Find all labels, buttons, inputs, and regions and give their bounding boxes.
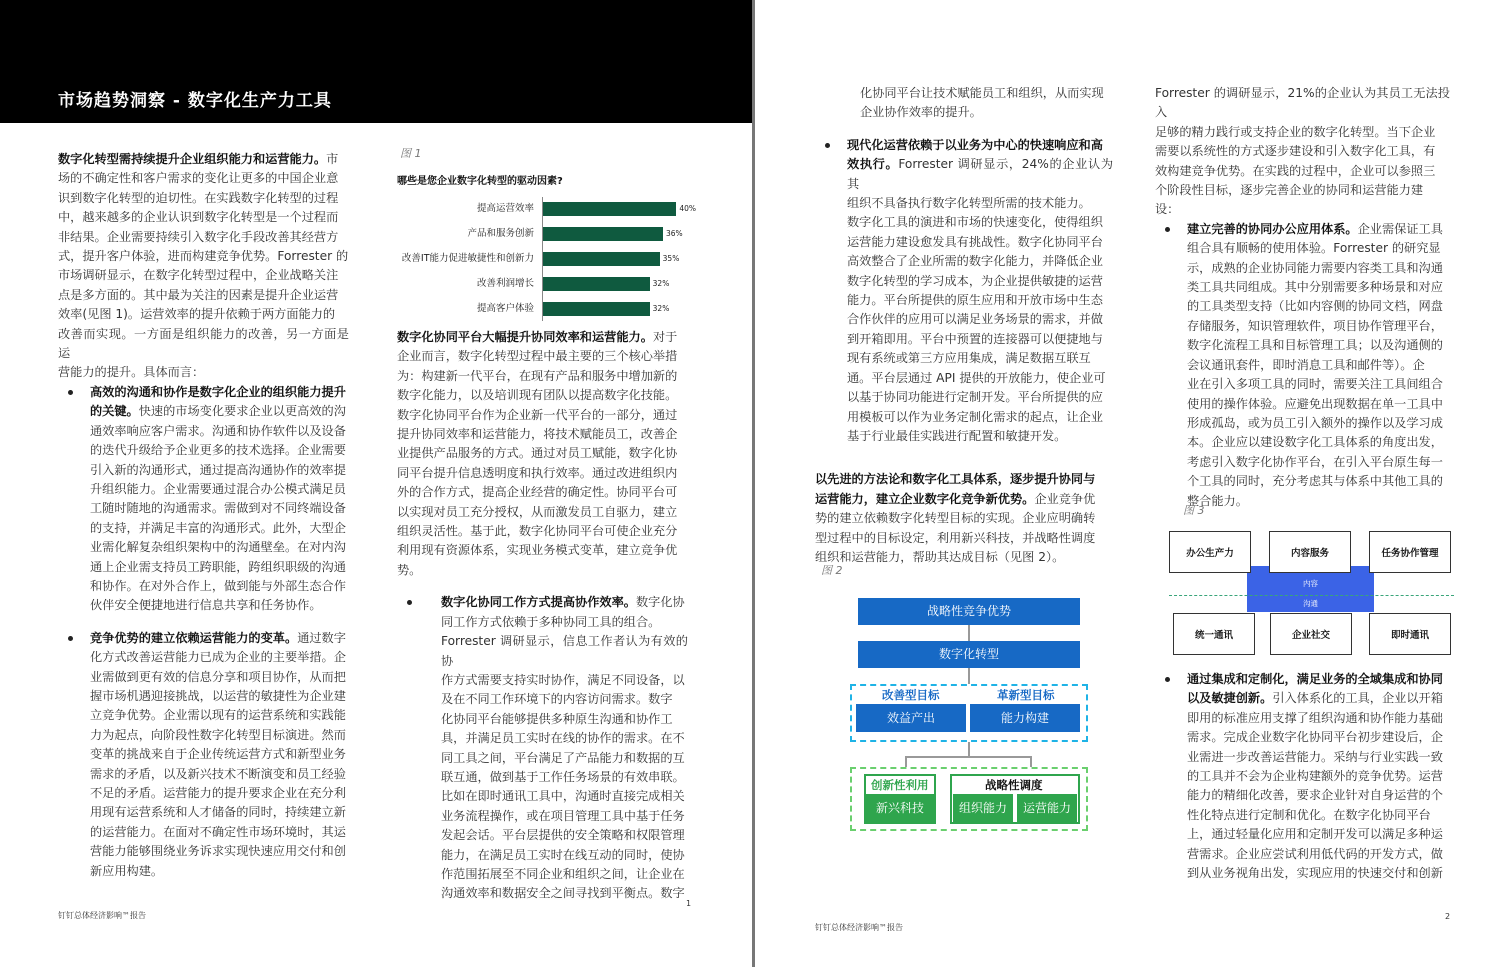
bar-category-label: 产品和服务创新 (467, 228, 534, 239)
bar-category-label: 提高运营效率 (476, 203, 534, 214)
p1c1-bullet-1: 高效的沟通和协作是数字化企业的组织能力提升 的关键。快速的市场变化要求企业以更高效的沟 通效率响应客户需求。沟通和协作软件以及设备 的迭代升级给予企业更多的技术选择。企业需要 引入新的沟通形式，通过提高沟通协作的效率提 升组织能力。企业需要通过混合办公模式满足员 工随时随地的沟通需求。需做到对不同终端设备 的支持，并满足丰富的沟通形式。此外，大型企 业需化解复杂组织架构中的沟通壁垒。在对内沟 通上企业需支持员工跨职能，跨组织职级的沟通 和协作。在对外合作上，做到能与外部生态合作 伙伴安全便捷地进行信息共享和任务协作。 (58, 383, 349, 616)
fig1-label: 图 1 (400, 147, 422, 160)
p1-footer: 钉钉总体经济影响™报告 (58, 911, 146, 920)
fig2-org-box: 组织能力 (953, 794, 1013, 822)
p2c1-para: 以先进的方法论和数字化工具体系，逐步提升协同与 运营能力，建立企业数字化竞争新优势。企业竞争优 势的建立依赖数字化转型目标的实现。企业应明确转 型过程中的目标设定，利用新兴科技，并战略性调度 组织和运营能力，帮助其达成目标（见图 2）。 (815, 472, 1096, 564)
fig3-office-box: 办公生产力 (1169, 531, 1251, 573)
fig2-improve-label: 改善型目标 (882, 688, 940, 702)
bar-row (396, 227, 706, 241)
bar-value-label: 36% (666, 229, 683, 238)
bar-category-label: 改善IT能力促进敏捷性和创新力 (401, 253, 534, 264)
fig2-connector (1030, 756, 1032, 767)
fig2-strategic-box: 战略性竞争优势 (858, 598, 1080, 625)
p2-column-1 (815, 84, 1113, 567)
fig3-label: 图 3 (1183, 504, 1205, 517)
p1-page-number: 1 (686, 899, 692, 908)
p2c2-top-para: Forrester 的调研显示，21%的企业认为其员工无法投入 足够的精力践行或支持企业的数字化转型。当下企业 需要以系统性的方式逐步建设和引入数字化工具，有 效构建竞争优势。在实践的过程中，企业可以参照三 个阶段性目标，逐步完善企业的协同和运营能力建 设： (1155, 86, 1450, 217)
fig3-divider (1169, 595, 1454, 596)
bar (543, 277, 650, 291)
bar (543, 252, 660, 266)
fig3-social-box: 企业社交 (1270, 613, 1352, 655)
bar-row (396, 252, 706, 266)
fig2-label: 图 2 (821, 564, 843, 577)
bar (543, 302, 650, 316)
p1-column-1 (58, 150, 349, 881)
page-title: 市场趋势洞察 - 数字化生产力工具 (58, 91, 332, 111)
fig2-transform-box: 数字化转型 (858, 641, 1080, 668)
fig3-comm-band: 沟通 (1303, 599, 1318, 608)
p2-column-2 (1155, 84, 1450, 511)
fig2-connector (968, 625, 970, 641)
fig2-connector (905, 756, 1031, 758)
page-header (0, 0, 752, 123)
p2c1-bullet: 现代化运营依赖于以业务为中心的快速响应和高 效执行。Forrester 调研显示，24%的企业认为其 组织不具备执行数字化转型所需的技术能力。 数字化工具的演进和市场的快速变化，使得组织 运营能力建设愈发具有挑战性。数字化协同平台 高效整合了企业所需的数字化能力，并降低企业 数字化转型的学习成本，为企业提供敏捷的运营 能力。平台所提供的原生应用和开放市场中生态 合作伙伴的应用可以满足业务场景的需求，并做 到开箱即用。平台中预置的连接器可以便捷地与 现有系统或第三方应用集成，满足数据互联互 通。平台层通过 API 提供的开放能力，使企业可 以基于协同功能进行定制开发。平台所提供的应 用模板可以作为业务定制化需求的起点，让企业 基于行业最佳实践进行配置和敏捷开发。 (815, 136, 1113, 447)
bar-category-label: 改善利润增长 (476, 278, 534, 289)
p2-page-number: 2 (1445, 912, 1451, 921)
fig3-content-box: 内容服务 (1269, 531, 1351, 573)
p1c2-para: 数字化协同平台大幅提升协同效率和运营能力。对于 企业而言，数字化转型过程中最主要的三个核心举措 为：构建新一代平台，在现有产品和服务中增加新的 数字化能力，以及培训现有团队以提高数字化技能。 数字化协同平台作为企业新一代平台的一部分，通过 提升协同效率和运营能力，将技术赋能员工，改善企 业提供产品服务的方式。通过对员工赋能，数字化协 同平台提升信息透明度和执行效率。通过改进组织内 外的合作方式，提高企业经营的确定性。协同平台可 以实现对员工充分授权，从而激发员工自驱力，建立 组织灵活性。基于此，数字化协同平台可使企业充分 利用现有资源体系，实现业务模式变革，建立竞争优 势。 (397, 330, 678, 577)
p2-footer: 钉钉总体经济影响™报告 (815, 923, 903, 932)
fig2-ops-box: 运营能力 (1017, 794, 1077, 822)
fig3-im-box: 即时通讯 (1369, 613, 1451, 655)
bar-row (396, 277, 706, 291)
fig2-connector (905, 756, 907, 767)
p1c2-bullet: 数字化协同工作方式提高协作效率。数字化协 同工作方式依赖于多种协同工具的组合。 Forrester 调研显示，信息工作者认为有效的协 作方式需要支持实时协作，满足不同设备，以 及在不同工作环境下的内容访问需求。数字 化协同平台能够提供多种原生沟通和协作工 具，并满足员工实时在线的协作的需求。在不 同工具之间，平台满足了产品能力和数据的互 联互通，做到基于工作任务场景的有效串联。 比如在即时通讯工具中，沟通时直接完成相关 业务流程操作，或在项目管理工具中基于任务 发起会话。平台层提供的安全策略和权限管理 能力，在满足员工实时在线互动的同时，使协 作范围拓展至不同企业和组织之间，让企业在 沟通效率和数据安全之间寻找到平衡点。数字 (397, 593, 688, 904)
fig2-capability-box: 能力构建 (970, 704, 1080, 732)
p2c1-continuation: 化协同平台让技术赋能员工和组织，从而实现 企业协作效率的提升。 (860, 86, 1104, 120)
bar-value-label: 32% (652, 279, 670, 288)
fig2-innovate-label: 革新型目标 (997, 688, 1055, 702)
bar-category-label: 提高客户体验 (476, 303, 534, 314)
page-2 (755, 0, 1505, 967)
fig2-emerging-box: 新兴科技 (866, 794, 934, 822)
fig2-creative-label: 创新性利用 (871, 778, 929, 792)
p1c1-bullet-2: 竞争优势的建立依赖运营能力的变革。通过数字 化方式改善运营能力已成为企业的主要举措。企 业需做到更有效的信息分享和项目协作，从而把 握市场机遇迎接挑战，以运营的敏捷性为企业建 立竞争优势。企业需以现有的运营系统和实践能 力为起点，向阶段性数字化转型目标演进。然而 变革的挑战来自于企业传统运营方式和新型业务 需求的矛盾，以及新兴技术不断演变和员工经验 不足的矛盾。运营能力的提升要求企业在充分利 用现有运营系统和人才储备的同时，持续建立新 的运营能力。在面对不确定性市场环境时，其运 营能力能够围绕业务诉求实现快速应用交付和创 新应用构建。 (58, 629, 349, 881)
bar-value-label: 32% (652, 304, 670, 313)
p1c1-intro: 数字化转型需持续提升企业组织能力和运营能力。市 场的不确定性和客户需求的变化让更多的中国企业意 识到数字化转型的迫切性。在实践数字化转型的过程 中，越来越多的企业认识到数字化转型是一个过程而 非结果。企业需要持续引入数字化手段改善其经营方 式，提升客户体验，进而构建竞争优势。Forrester 的 市场调研显示，在数字化转型过程中，企业战略关注 点是多方面的。其中最为关注的因素是提升企业运营 效率(见图 1)。运营效率的提升依赖于两方面能力的 改善而实现。一方面是组织能力的改善，另一方面是运 营能力的提升。具体而言： (58, 152, 349, 380)
bar (543, 227, 663, 241)
fig2-connector (968, 742, 970, 757)
chart-title: 哪些是您企业数字化转型的驱动因素? (397, 176, 563, 187)
fig2-benefit-box: 效益产出 (856, 704, 966, 732)
fig3-unified-box: 统一通讯 (1173, 613, 1255, 655)
bar (543, 202, 676, 216)
bar-row (396, 202, 706, 216)
bar-value-label: 35% (662, 254, 680, 263)
p2-column-2-lower (1155, 670, 1450, 883)
bar-value-label: 40% (679, 204, 696, 213)
fig3-task-box: 任务协作管理 (1369, 531, 1451, 573)
fig2-connector (968, 668, 970, 684)
p2c2-bullet-1: 建立完善的协同办公应用体系。企业需保证工具 组合具有顺畅的使用体验。Forrester 的研究显 示，成熟的企业协同能力需要内容类工具和沟通 类工具共同组成。其中分别需要多种场景和对应 的工具类型支持（比如内容侧的协同文档，网盘 存储服务，知识管理软件，项目协作管理平台， 数字化流程工具和目标管理工具；以及沟通侧的 会议通讯套件，即时消息工具和邮件等）。企 业在引入多项工具的同时，需要关注工具间组合 使用的操作体验。应避免出现数据在单一工具中 形成孤岛，或为员工引入额外的操作以及学习成 本。企业应以建设数字化工具体系的角度出发， 考虑引入数字化协作平台，在引入平台原生每一 个工具的同时，充分考虑其与体系中其他工具的 整合能力。 (1155, 220, 1450, 511)
fig3-content-band: 内容 (1303, 579, 1318, 588)
page-1 (0, 0, 752, 967)
bar-row (396, 302, 706, 316)
fig2-dispatch-label: 战略性调度 (985, 778, 1043, 792)
p1-column-2 (397, 328, 688, 904)
p2c2-bullet-2: 通过集成和定制化，满足业务的全域集成和协同 以及敏捷创新。引入体系化的工具，企业以开箱 即用的标准应用支撑了组织沟通和协作能力基础 需求。完成企业数字化协同平台初步建设后，企 业需进一步改善运营能力。采纳与行业实践一致 的工具并不会为企业构建额外的竞争优势。运营 能力的精细化改善，要求企业针对自身运营的个 性化特点进行定制和优化。在数字化协同平台 上，通过轻量化应用和定制开发可以满足多种运 营需求。企业应尝试利用低代码的开发方式，做 到从业务视角出发，实现应用的快速交付和创新 (1155, 670, 1450, 883)
